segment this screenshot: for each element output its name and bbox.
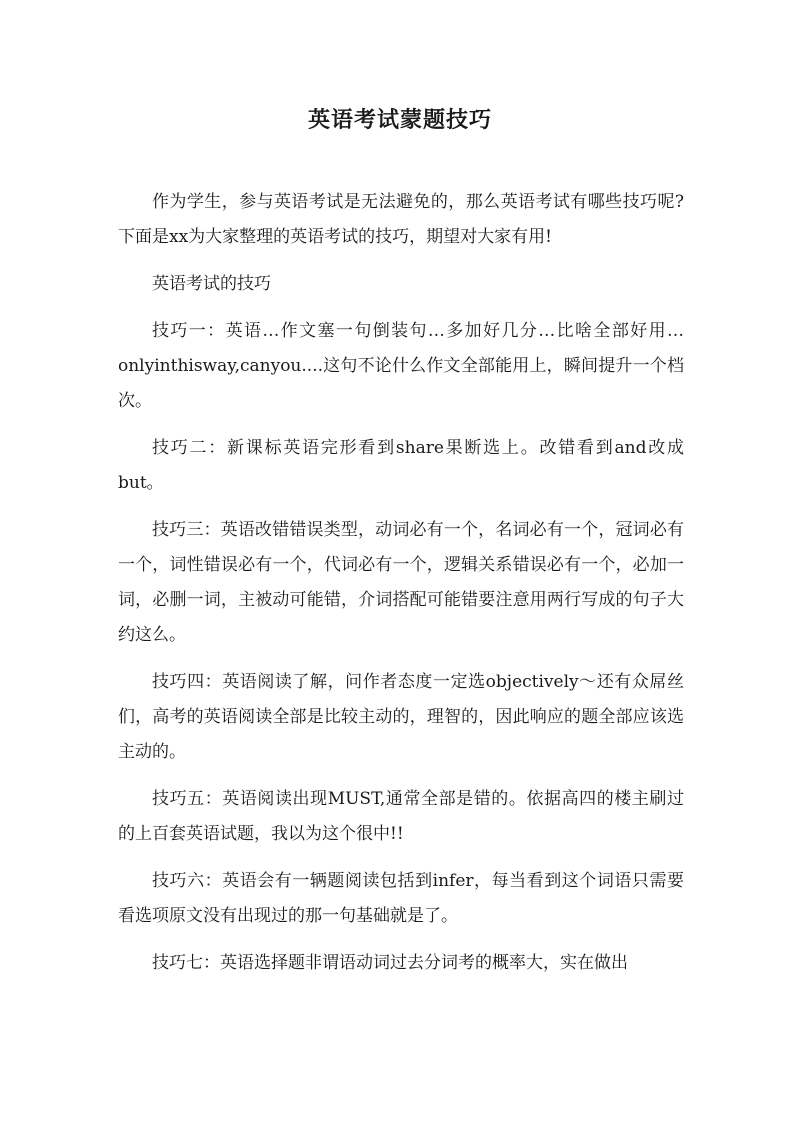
document-body: [118, 185, 684, 993]
section-heading: 英语考试的技巧: [152, 274, 271, 294]
document-title: 英语考试蒙题技巧: [307, 107, 492, 133]
paragraph-tip-6: 技巧六：英语会有一辆题阅读包括到infer，每当看到这个词语只需要看选项原文没有出现过的那一句基础就是了。: [118, 871, 684, 926]
paragraph-tip-5: 技巧五：英语阅读出现MUST,通常全部是错的。依据高四的楼主刷过的上百套英语试题，我以为这个很中!!: [118, 789, 684, 844]
paragraph-tip-4: 技巧四：英语阅读了解，问作者态度一定选objectively～还有众屌丝们，高考的英语阅读全部是比较主动的，理智的，因此响应的题全部应该选主动的。: [118, 672, 684, 762]
paragraph-tip-1: 技巧一：英语…作文塞一句倒装句…多加好几分…比啥全部好用…onlyinthisway,canyou....这句不论什么作文全部能用上，瞬间提升一个档次。: [118, 321, 684, 411]
paragraph-intro: 作为学生，参与英语考试是无法避免的，那么英语考试有哪些技巧呢?下面是xx为大家整理的英语考试的技巧，期望对大家有用!: [118, 192, 684, 247]
paragraph-tip-3: 技巧三：英语改错错误类型，动词必有一个，名词必有一个，冠词必有一个，词性错误必有一个，代词必有一个，逻辑关系错误必有一个，必加一词，必删一词，主被动可能错，介词搭配可能错要注意用两行写成的句子大约这么。: [118, 520, 684, 645]
paragraph-tip-7: 技巧七：英语选择题非谓语动词过去分词考的概率大，实在做出: [152, 953, 628, 973]
paragraph-tip-2: 技巧二：新课标英语完形看到share果断选上。改错看到and改成but。: [118, 438, 684, 493]
